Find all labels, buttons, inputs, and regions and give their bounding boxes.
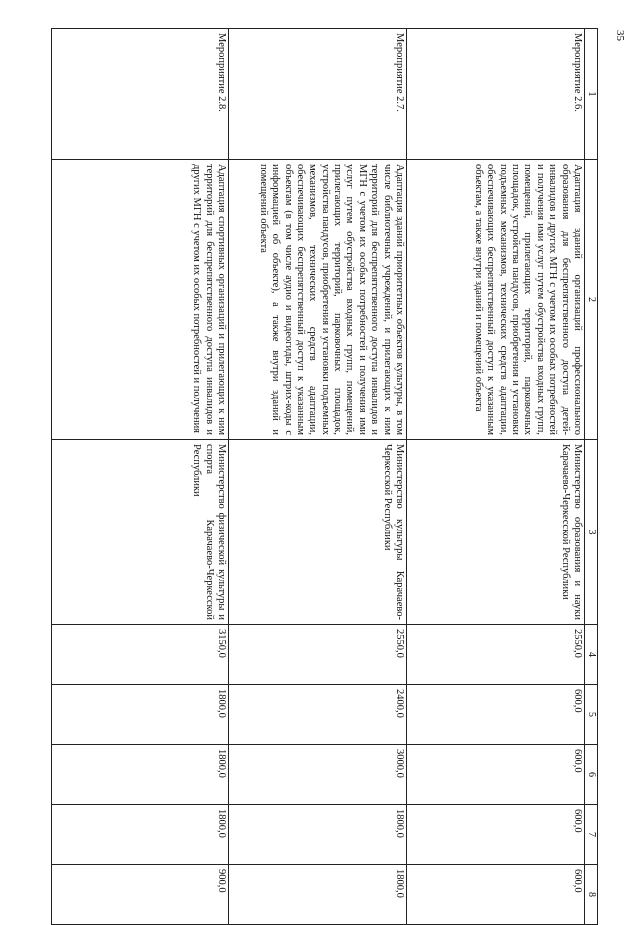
rotated-page-content (53, 28, 598, 898)
program-measures-table (51, 28, 598, 925)
column-header: 4 (585, 625, 598, 685)
column-header: 7 (585, 805, 598, 865)
table-row (52, 29, 229, 925)
value-col-6: 1800,0 (52, 745, 229, 805)
measure-description: Адаптация зданий приоритетных объектов культуры, в том числе библиотечных учреждений, и прилегающих к ним территорий для беспрепятственного доступа инвалидов и МГН с учетом их особых потребностей и получения ими услуг путем обустройства входных групп, помещений, прилегающих территорий, парковочных площадок, устройства пандусов, приобретения и установки подъемных механизмов, технических средств адаптации, обеспечивающих беспрепятственный доступ к указанным объектам (в том числе аудио и видеогиды, штрих-коды с информацией об объекте), а также внутри зданий и помещений объекта (229, 160, 407, 440)
table-row (229, 29, 407, 925)
value-col-8: 1800,0 (229, 865, 407, 925)
value-col-5: 2400,0 (229, 685, 407, 745)
value-col-5: 1800,0 (52, 685, 229, 745)
value-col-8: 600,0 (407, 865, 585, 925)
column-header: 3 (585, 440, 598, 625)
measure-executor: Министерство физической культуры и спорта Карачаево-Черкесской Республики (52, 440, 229, 625)
measure-id: Мероприятие 2.8. (52, 29, 229, 160)
value-col-6: 3000,0 (229, 745, 407, 805)
column-number-row (585, 29, 598, 925)
value-col-5: 600,0 (407, 685, 585, 745)
measure-description: Адаптация зданий организаций профессионального образования для беспрепятственного доступа детей-инвалидов и других МГН с учетом их особых потребностей и получения ими услуг путем обустройства входных групп, помещений, прилегающих территорий, парковочных площадок, устройства пандусов, приобретения и установки подъемных механизмов, технических средств адаптации, обеспечивающих беспрепятственный доступ к указанным объектам, а также внутри зданий и помещений объекта (407, 160, 585, 440)
value-col-7: 1800,0 (229, 805, 407, 865)
value-col-4: 2550,0 (229, 625, 407, 685)
measure-executor: Министерство образования и науки Карачаево-Черкесской Республики (407, 440, 585, 625)
value-col-4: 2550,0 (407, 625, 585, 685)
column-header: 1 (585, 29, 598, 160)
value-col-4: 3150,0 (52, 625, 229, 685)
value-col-7: 1800,0 (52, 805, 229, 865)
value-col-6: 600,0 (407, 745, 585, 805)
column-header: 6 (585, 745, 598, 805)
measure-executor: Министерство культуры Карачаево-Черкесской Республики (229, 440, 407, 625)
column-header: 5 (585, 685, 598, 745)
page-number: 35 (614, 30, 626, 41)
column-header: 8 (585, 865, 598, 925)
table-row (407, 29, 585, 925)
value-col-8: 900,0 (52, 865, 229, 925)
measure-id: Мероприятие 2.7. (229, 29, 407, 160)
column-header: 2 (585, 160, 598, 440)
measure-description: Адаптация спортивных организаций и прилегающих к ним территорий для беспрепятственного доступа инвалидов и других МГН с учетом их особых потребностей и получения (52, 160, 229, 440)
measure-id: Мероприятие 2.6. (407, 29, 585, 160)
value-col-7: 600,0 (407, 805, 585, 865)
